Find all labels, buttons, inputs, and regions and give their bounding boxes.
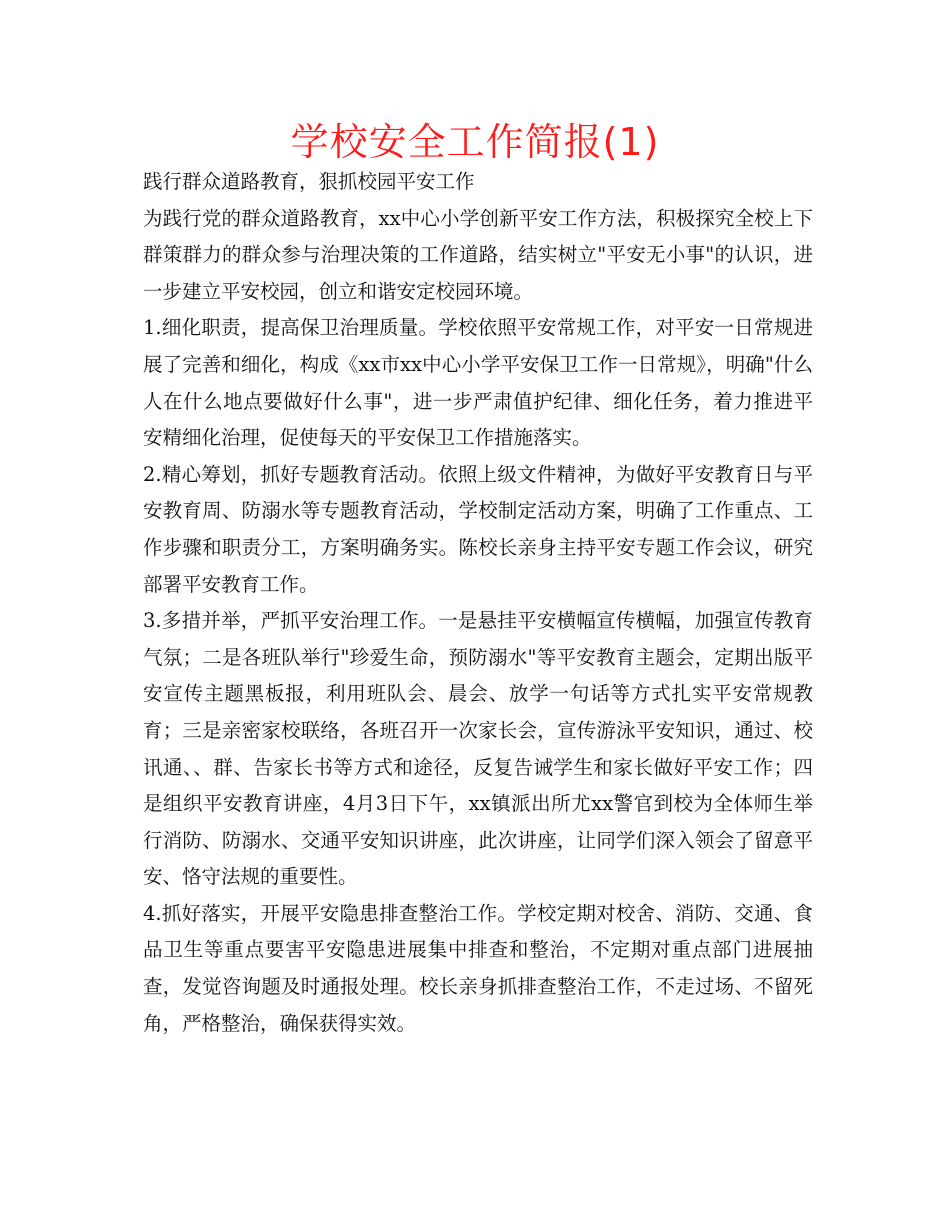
section-2-paragraph: 2.精心筹划，抓好专题教育活动。依照上级文件精神，为做好平安教育日与平安教育周、防溺水等专题教育活动，学校制定活动方案，明确了工作重点、工作步骤和职责分工，方案明确务实。陈校长亲身主持平安专题工作会议，研究部署平安教育工作。 bbox=[143, 462, 813, 596]
document-title: 学校安全工作简报(1) bbox=[290, 120, 660, 164]
section-1-paragraph: 1.细化职责，提高保卫治理质量。学校依照平安常规工作，对平安一日常规进展了完善和细化，构成《xx市xx中心小学平安保卫工作一日常规》，明确"什么人在什么地点要做好什么事"，进一步严肃值护纪律、细化任务，着力推进平安精细化治理，促使每天的平安保卫工作措施落实。 bbox=[143, 316, 813, 450]
subtitle-paragraph: 践行群众道路教育，狠抓校园平安工作 bbox=[143, 170, 475, 193]
section-4-paragraph: 4.抓好落实，开展平安隐患排查整治工作。学校定期对校舍、消防、交通、食品卫生等重点要害平安隐患进展集中排查和整治，不定期对重点部门进展抽查，发觉咨询题及时通报处理。校长亲身抓排查整治工作，不走过场、不留死角，严格整治，确保获得实效。 bbox=[143, 901, 813, 1035]
document-body bbox=[143, 164, 813, 1042]
intro-paragraph: 为践行党的群众道路教育，xx中心小学创新平安工作方法，积极探究全校上下群策群力的群众参与治理决策的工作道路，结实树立"平安无小事"的认识，进一步建立平安校园，创立和谐安定校园环境。 bbox=[143, 206, 813, 303]
section-3-paragraph: 3.多措并举，严抓平安治理工作。一是悬挂平安横幅宣传横幅，加强宣传教育气氛；二是各班队举行"珍爱生命，预防溺水"等平安教育主题会，定期出版平安宣传主题黑板报，利用班队会、晨会、放学一句话等方式扎实平安常规教育；三是亲密家校联络，各班召开一次家长会，宣传游泳平安知识，通过、校讯通、、群、告家长书等方式和途径，反复告诫学生和家长做好平安工作；四是组织平安教育讲座，4月3日下午，xx镇派出所尤xx警官到校为全体师生举行消防、防溺水、交通平安知识讲座，此次讲座，让同学们深入领会了留意平安、恪守法规的重要性。 bbox=[143, 609, 813, 889]
